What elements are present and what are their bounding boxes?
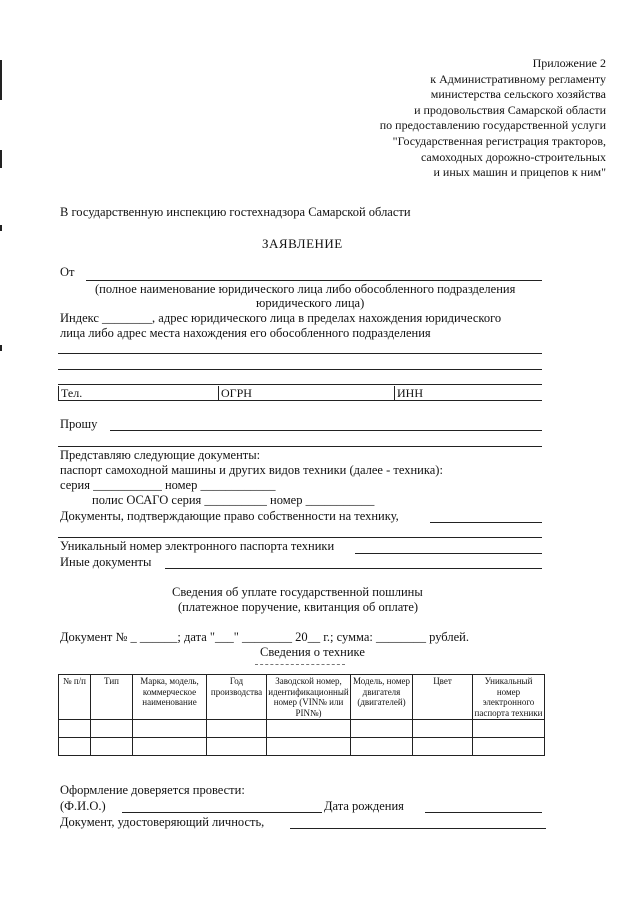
- inn-label: ИНН: [397, 386, 423, 400]
- ogrn-field[interactable]: [218, 386, 391, 400]
- from-label: От: [60, 265, 75, 279]
- table-cell[interactable]: [59, 720, 91, 738]
- scan-edge-mark: [0, 150, 2, 168]
- request-field[interactable]: [58, 446, 542, 447]
- appendix-header: [380, 56, 606, 181]
- table-cell[interactable]: [267, 738, 351, 756]
- id-document-label: Документ, удостоверяющий личность,: [60, 815, 265, 829]
- tech-table: [58, 674, 545, 756]
- fio-label: (Ф.И.О.): [60, 799, 106, 813]
- header-line: и иных машин и прицепов к ним": [433, 165, 606, 180]
- passport-line: паспорт самоходной машины и других видов техники (далее - техника):: [60, 463, 443, 477]
- index-address-text: лица либо адрес места нахождения его обособленного подразделения: [60, 326, 431, 340]
- request-label: Прошу: [60, 417, 98, 431]
- column-header: Модель, номер двигателя (двигателей): [351, 675, 413, 720]
- birth-date-field[interactable]: [425, 812, 542, 813]
- header-line: Приложение 2: [532, 56, 606, 70]
- header-line: к Административному регламенту: [430, 71, 606, 86]
- scan-edge-mark: [0, 60, 2, 100]
- table-cell[interactable]: [133, 720, 207, 738]
- other-docs-field[interactable]: [165, 568, 542, 569]
- column-header: № п/п: [59, 675, 91, 720]
- header-line: самоходных дорожно-строительных: [420, 149, 606, 164]
- fee-title: Сведения об уплате государственной пошлины: [172, 585, 423, 599]
- table-cell[interactable]: [267, 720, 351, 738]
- contacts-row: [58, 386, 544, 400]
- table-cell[interactable]: [91, 738, 133, 756]
- table-cell[interactable]: [59, 738, 91, 756]
- address-field[interactable]: [58, 384, 542, 385]
- table-cell[interactable]: [351, 720, 413, 738]
- tech-title: Сведения о технике: [260, 645, 365, 659]
- epassport-field[interactable]: [355, 553, 542, 554]
- from-hint: (полное наименование юридического лица либо обособленного подразделения: [95, 282, 516, 296]
- request-field[interactable]: [110, 430, 542, 431]
- inn-field[interactable]: [394, 386, 543, 400]
- ownership-line: Документы, подтверждающие право собственности на технику,: [60, 509, 399, 523]
- epassport-line: Уникальный номер электронного паспорта техники: [60, 539, 335, 553]
- scan-edge-mark: [0, 225, 2, 231]
- column-header: Цвет: [413, 675, 473, 720]
- osago-line: полис ОСАГО серия __________ номер ___________: [92, 493, 375, 507]
- header-line: "Государственная регистрация тракторов,: [392, 133, 606, 148]
- scan-edge-mark: [0, 345, 2, 351]
- table-cell[interactable]: [473, 720, 545, 738]
- scan-artifact: [255, 664, 345, 665]
- from-hint: юридического лица): [256, 296, 365, 310]
- address-field[interactable]: [58, 369, 542, 370]
- from-field[interactable]: [86, 280, 542, 281]
- table-row: [59, 720, 545, 738]
- table-cell[interactable]: [133, 738, 207, 756]
- column-header: Уникальный номер электронного паспорта техники: [473, 675, 545, 720]
- ownership-field[interactable]: [430, 522, 542, 523]
- header-line: и продовольствия Самарской области: [414, 102, 606, 117]
- table-cell[interactable]: [413, 738, 473, 756]
- divider: [58, 400, 542, 401]
- table-cell[interactable]: [473, 738, 545, 756]
- table-cell[interactable]: [207, 738, 267, 756]
- table-cell[interactable]: [207, 720, 267, 738]
- fee-subtitle: (платежное поручение, квитанция об оплате): [178, 600, 419, 614]
- fee-document-line: Документ № _ ______; дата "___" ________ 20__ г.; сумма: ________ рублей.: [60, 630, 469, 644]
- id-document-field[interactable]: [290, 828, 546, 829]
- phone-label: Тел.: [61, 386, 83, 400]
- other-docs-line: Иные документы: [60, 555, 152, 569]
- ownership-field[interactable]: [58, 537, 542, 538]
- column-header: Заводской номер, идентификационный номер (VIN№ или PIN№): [268, 676, 349, 718]
- ogrn-label: ОГРН: [221, 386, 252, 400]
- column-header: Марка, модель, коммерческое наименование: [133, 675, 207, 720]
- column-header: Тип: [91, 675, 133, 720]
- series-line: серия ___________ номер ____________: [60, 478, 276, 492]
- header-line: министерства сельского хозяйства: [430, 87, 606, 102]
- document-title: ЗАЯВЛЕНИЕ: [262, 236, 343, 251]
- entrusted-label: Оформление доверяется провести:: [60, 783, 245, 797]
- header-line: по предоставлению государственной услуги: [379, 118, 606, 133]
- documents-intro: Представляю следующие документы:: [60, 448, 261, 462]
- fio-field[interactable]: [122, 812, 322, 813]
- table-cell[interactable]: [351, 738, 413, 756]
- index-address-text: Индекс ________, адрес юридического лица в пределах нахождения юридического: [60, 311, 502, 325]
- address-field[interactable]: [58, 353, 542, 354]
- column-header: Год производства: [207, 675, 267, 720]
- birth-date-label: Дата рождения: [324, 799, 404, 813]
- table-header-row: [59, 675, 545, 720]
- addressee: В государственную инспекцию гостехнадзора Самарской области: [60, 205, 411, 219]
- table-row: [59, 738, 545, 756]
- table-cell[interactable]: [91, 720, 133, 738]
- table-cell[interactable]: [413, 720, 473, 738]
- phone-field[interactable]: [58, 386, 217, 400]
